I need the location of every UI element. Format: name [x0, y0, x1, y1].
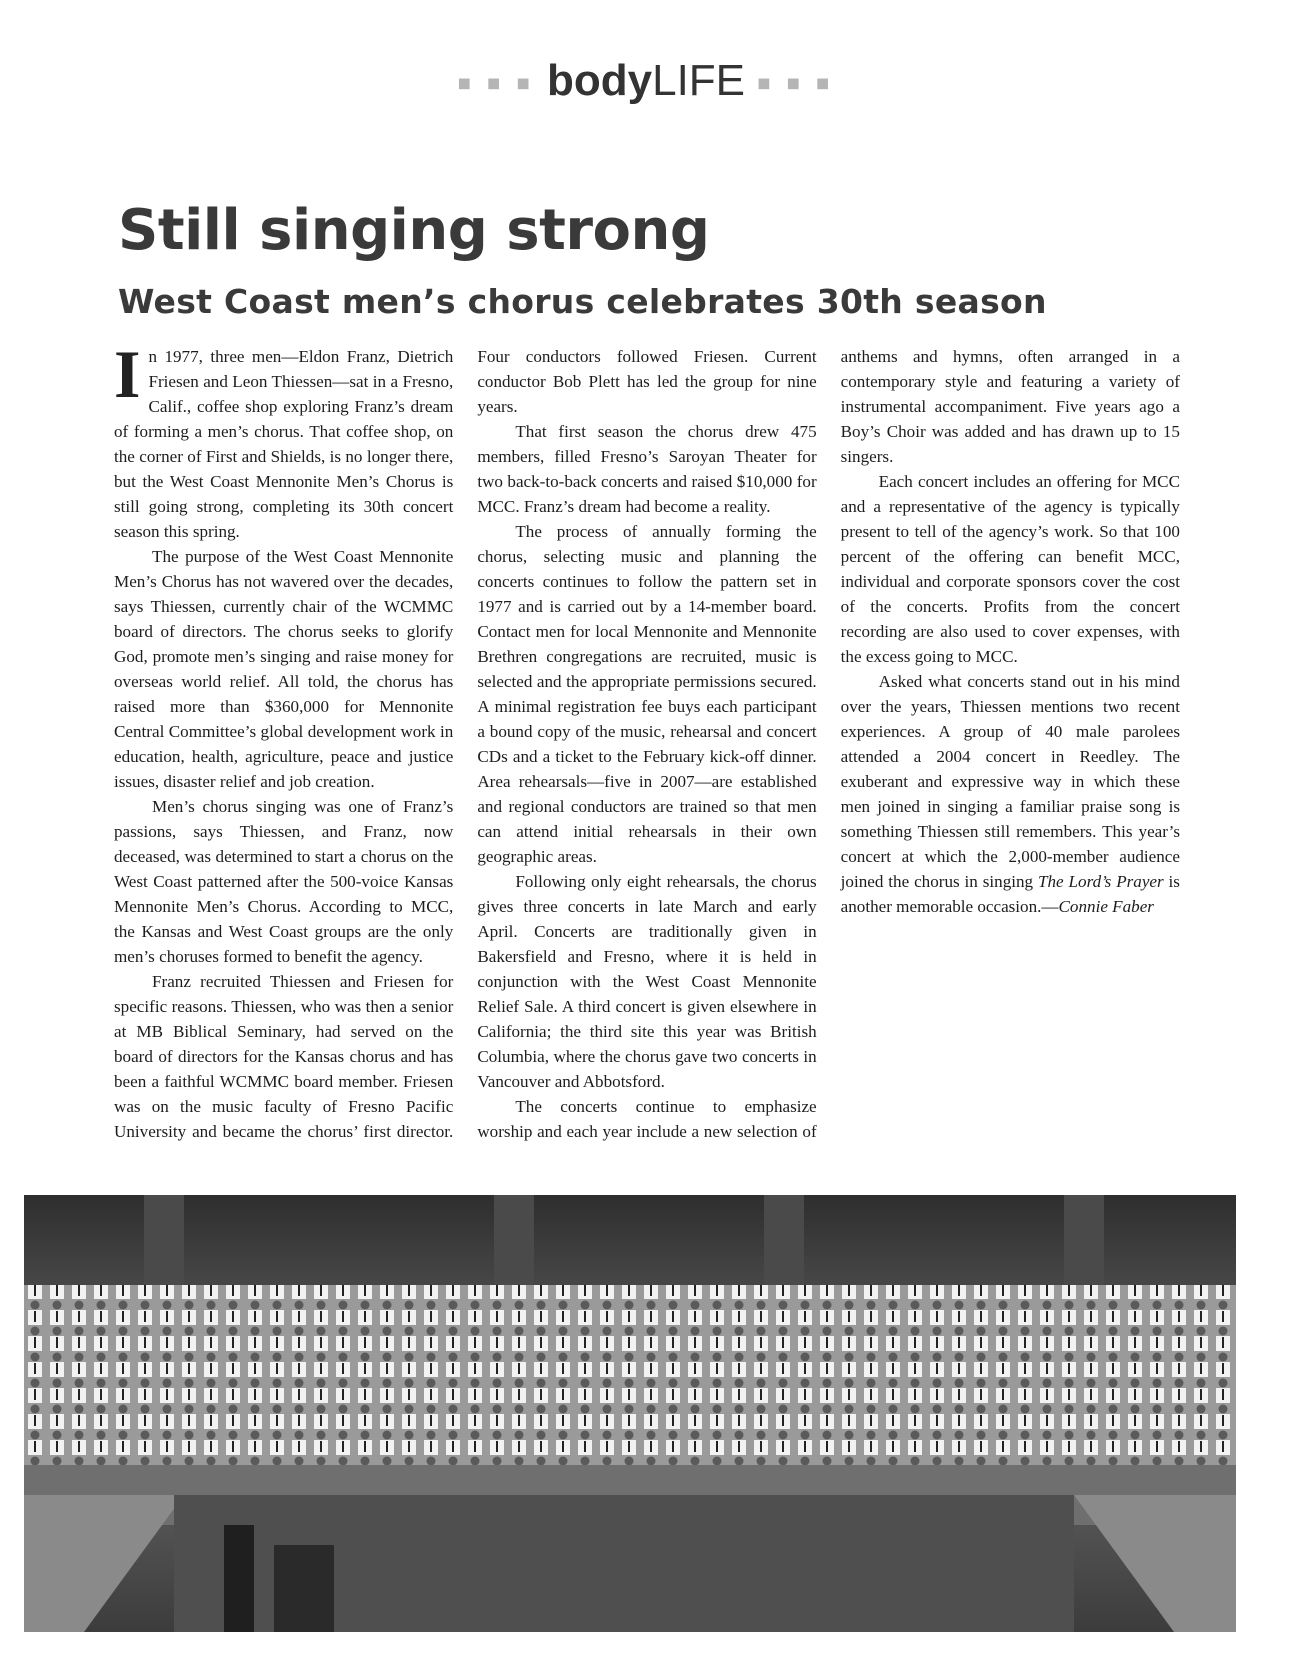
- paragraph-8: The concerts continue to emphasize worship and each year include a new selection of anthems and hymns, often arranged in a contemporary style and featuring a variety of instrumental accompaniment. Five years ago a Boy’s Choir was added and has drawn up to 15 singers.: [477, 347, 1180, 1141]
- paragraph-1-text: n 1977, three men—Eldon Franz, Dietrich Friesen and Leon Thiessen—sat in a Fresno, Calif., coffee shop exploring Franz’s dream of forming a men’s chorus. That coffee shop, on the corner of First and Shields, is no longer there, but the West Coast Mennonite Men’s Chorus is still going strong, completing its 30th concert season this spring.: [114, 347, 454, 541]
- paragraph-6: The process of annually forming the chorus, selecting music and planning the concerts continues to follow the pattern set in 1977 and is carried out by a 14-member board. Contact men for local Mennonite and Mennonite Brethren congregations are recruited, music is selected and the appropriate permissions secured. A minimal registration fee buys each participant a bound copy of the music, rehearsal and concert CDs and a ticket to the February kick-off dinner. Area rehearsals—five in 2007—are established and regional conductors are trained so that men can attend initial rehearsals in their own geographic areas.: [477, 522, 817, 866]
- paragraph-7: Following only eight rehearsals, the chorus gives three concerts in late March and early April. Concerts are traditionally given in Bakersfield and Fresno, where it is held in conjunction with the West Coast Mennonite Relief Sale. A third concert is given elsewhere in California; the third site this year was British Columbia, where the chorus gave two concerts in Vancouver and Abbotsford.: [477, 872, 817, 1091]
- article-title: Still singing strong: [118, 198, 710, 263]
- section-dots-right: ■ ■ ■: [757, 70, 835, 96]
- chorus-photo-illustration: [24, 1195, 1236, 1632]
- paragraph-5: That first season the chorus drew 475 members, filled Fresno’s Saroyan Theater for two back-to-back concerts and raised $10,000 for MCC. Franz’s dream had become a reality.: [477, 422, 817, 516]
- paragraph-10: [841, 669, 1180, 919]
- paragraph-4: Franz recruited Thiessen and Friesen for specific reasons. Thiessen, who was then a senior at MB Biblical Seminary, had served on the board of directors for the Kansas chorus and has been a faithful WCMMC board member. Friesen was on the music faculty of Fresno Pacific University and became the chorus’ first director. Four conductors followed Friesen. Current conductor Bob Plett has led the group for nine years.: [114, 347, 817, 1141]
- paragraph-9: Each concert includes an offering for MCC and a representative of the agency is typically present to tell of the agency’s work. So that 100 percent of the offering can benefit MCC, individual and corporate sponsors cover the cost of the concerts. Profits from the concert recording are also used to cover expenses, with the excess going to MCC.: [840, 472, 1180, 666]
- paragraph-1: [114, 336, 454, 544]
- article-body: [114, 336, 1180, 1144]
- song-title: The Lord’s Prayer: [1037, 872, 1164, 891]
- byline: Connie Faber: [1058, 897, 1154, 916]
- article-subtitle: West Coast men’s chorus celebrates 30th season: [118, 282, 1047, 321]
- paragraph-10-text-a: Asked what concerts stand out in his mind over the years, Thiessen mentions two recent experiences. A group of 40 male parolees attended a 2004 concert in Reedley. The exuberant and expressive way in which these men joined in singing a familiar praise song is something Thiessen still remembers. This year’s concert at which the 2,000-member audience joined the chorus in singing: [840, 672, 1180, 891]
- paragraph-10-text-b: is another memorable occasion.—: [840, 872, 1180, 916]
- section-label-bold: body: [546, 56, 653, 105]
- drop-cap: I: [114, 336, 141, 412]
- section-label-light: LIFE: [652, 56, 746, 105]
- section-dots-left: ■ ■ ■: [457, 70, 535, 96]
- chorus-photo: [24, 1195, 1236, 1632]
- paragraph-3: Men’s chorus singing was one of Franz’s passions, says Thiessen, and Franz, now deceased, was determined to start a chorus on the West Coast patterned after the 500-voice Kansas Mennonite Men’s Chorus. According to MCC, the Kansas and West Coast groups are the only men’s choruses formed to benefit the agency.: [114, 797, 454, 966]
- paragraph-2: The purpose of the West Coast Mennonite Men’s Chorus has not wavered over the decades, says Thiessen, currently chair of the WCMMC board of directors. The chorus seeks to glorify God, promote men’s singing and raise money for overseas world relief. All told, the chorus has raised more than $360,000 for Mennonite Central Committee’s global development work in education, health, agriculture, peace and justice issues, disaster relief and job creation.: [114, 547, 454, 791]
- section-header: [0, 56, 1292, 106]
